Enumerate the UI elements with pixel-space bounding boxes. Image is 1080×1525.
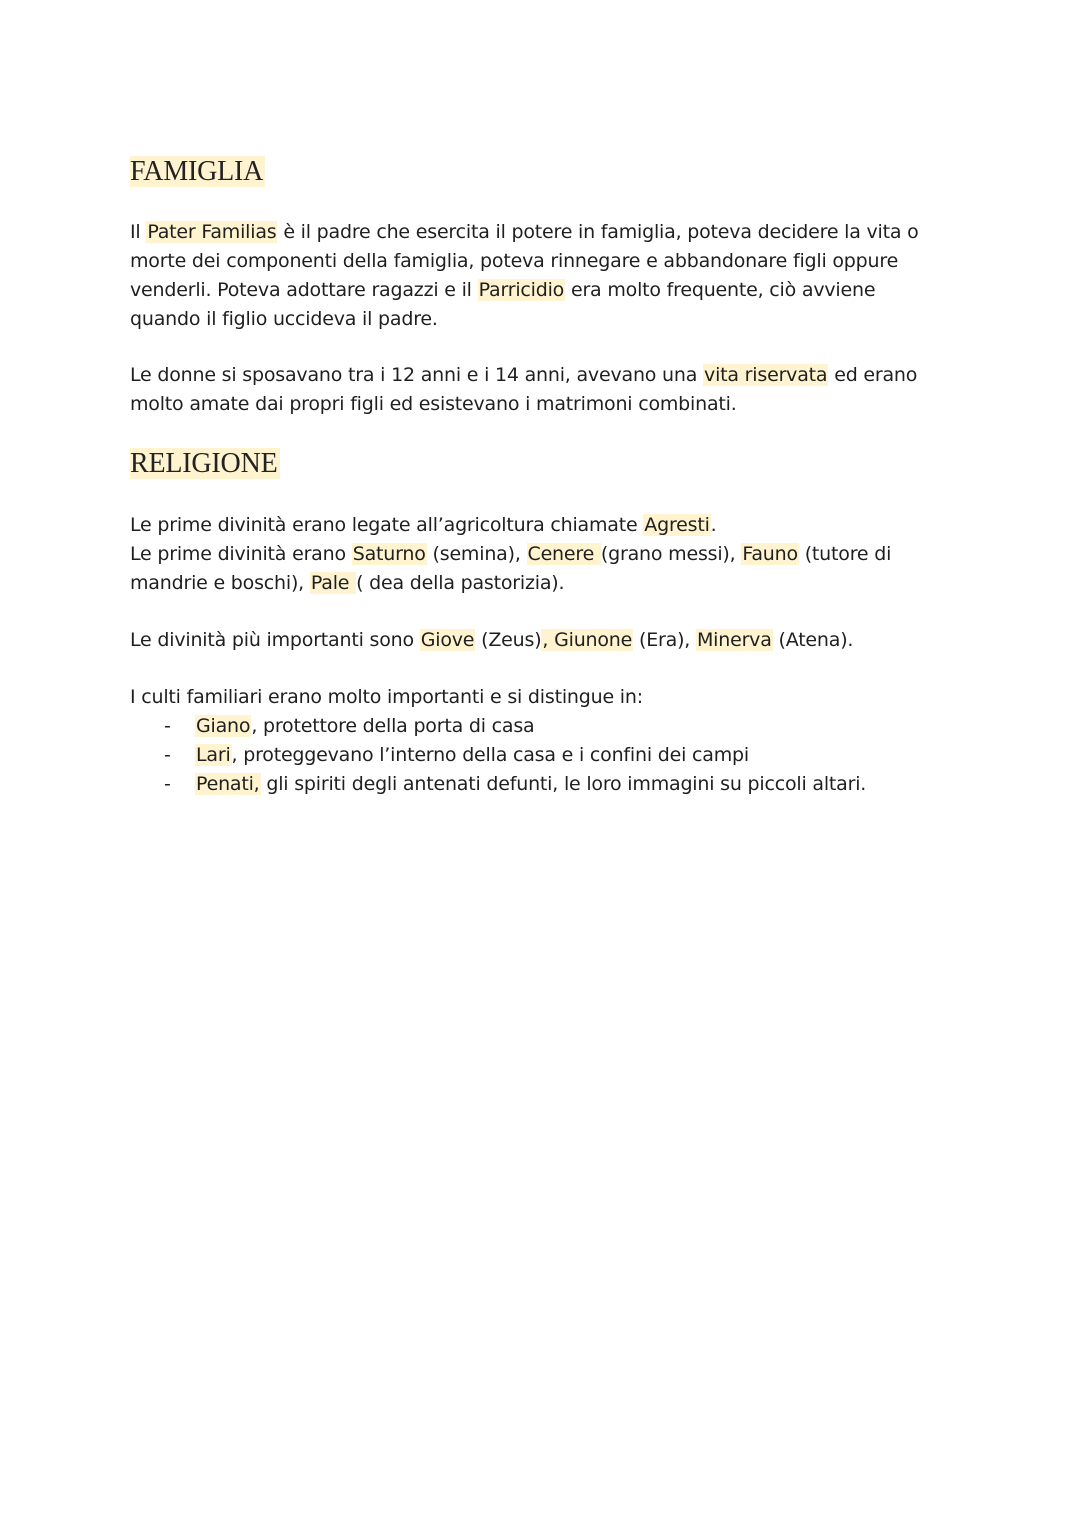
text-run: ( dea della pastorizia). [356, 572, 565, 594]
highlight-giano: Giano [196, 715, 251, 737]
text-run: Le donne si sposavano tra i 12 anni e i 14 anni, avevano una [130, 364, 704, 386]
highlight-vita-riservata: vita riservata [704, 364, 828, 386]
text-run: (semina), [426, 543, 527, 565]
heading-famiglia-label: FAMIGLIA [130, 156, 264, 187]
text-run: , protettore della porta di casa [251, 715, 535, 737]
text-run: gli spiriti degli antenati defunti, le loro immagini su piccoli altari. [260, 773, 867, 795]
highlight-lari: Lari [196, 744, 231, 766]
heading-religione-label: RELIGIONE [130, 448, 278, 479]
famiglia-paragraph-2 [130, 361, 950, 419]
heading-religione [130, 447, 280, 481]
text-run: ed erano molto amate dai propri figli ed esistevano i matrimoni combinati. [130, 364, 918, 415]
famiglia-paragraph-1 [130, 218, 950, 334]
list-item [130, 770, 950, 799]
highlight-giove: Giove [420, 629, 475, 651]
highlight-cenere: Cenere [527, 543, 600, 565]
text-run: è il padre che esercita il potere in famiglia, poteva decidere la vita o morte dei componenti della famiglia, poteva rinnegare e abbandonare figli oppure venderli. Poteva adottare ragazzi e il [130, 221, 919, 301]
dash-marker: - [164, 773, 171, 795]
highlight-minerva: Minerva [696, 629, 772, 651]
highlight-pale: Pale [310, 572, 356, 594]
text-run: (Era), [633, 629, 696, 651]
heading-famiglia [130, 155, 265, 189]
religione-paragraph-2 [130, 540, 950, 598]
dash-marker: - [164, 715, 171, 737]
dash-marker: - [164, 744, 171, 766]
culti-list [130, 712, 950, 799]
religione-paragraph-3 [130, 626, 950, 655]
highlight-fauno: Fauno [742, 543, 798, 565]
text-run: Il [130, 221, 147, 243]
text-run: Le prime divinità erano legate all’agricoltura chiamate [130, 514, 644, 536]
text-run: , proteggevano l’interno della casa e i confini dei campi [231, 744, 749, 766]
text-run: (grano messi), [600, 543, 742, 565]
text-run: era molto frequente, ciò avviene quando il figlio uccideva il padre. [130, 279, 876, 330]
text-run: (Zeus) [475, 629, 542, 651]
highlight-agresti: Agresti [644, 514, 710, 536]
highlight-giunone: , Giunone [542, 629, 633, 651]
highlight-penati: Penati, [196, 773, 260, 795]
religione-paragraph-1 [130, 511, 950, 540]
list-item [130, 741, 950, 770]
highlight-saturno: Saturno [352, 543, 426, 565]
text-run: (Atena). [772, 629, 854, 651]
text-run: Le divinità più importanti sono [130, 629, 420, 651]
text-run: (tutore di mandrie e boschi), [130, 543, 892, 594]
text-run: . [710, 514, 717, 536]
text-run: Le prime divinità erano [130, 543, 352, 565]
religione-paragraph-4: I culti familiari erano molto importanti e si distingue in: [130, 686, 643, 708]
list-item [130, 712, 950, 741]
highlight-parricidio: Parricidio [478, 279, 565, 301]
highlight-pater-familias: Pater Familias [147, 221, 277, 243]
